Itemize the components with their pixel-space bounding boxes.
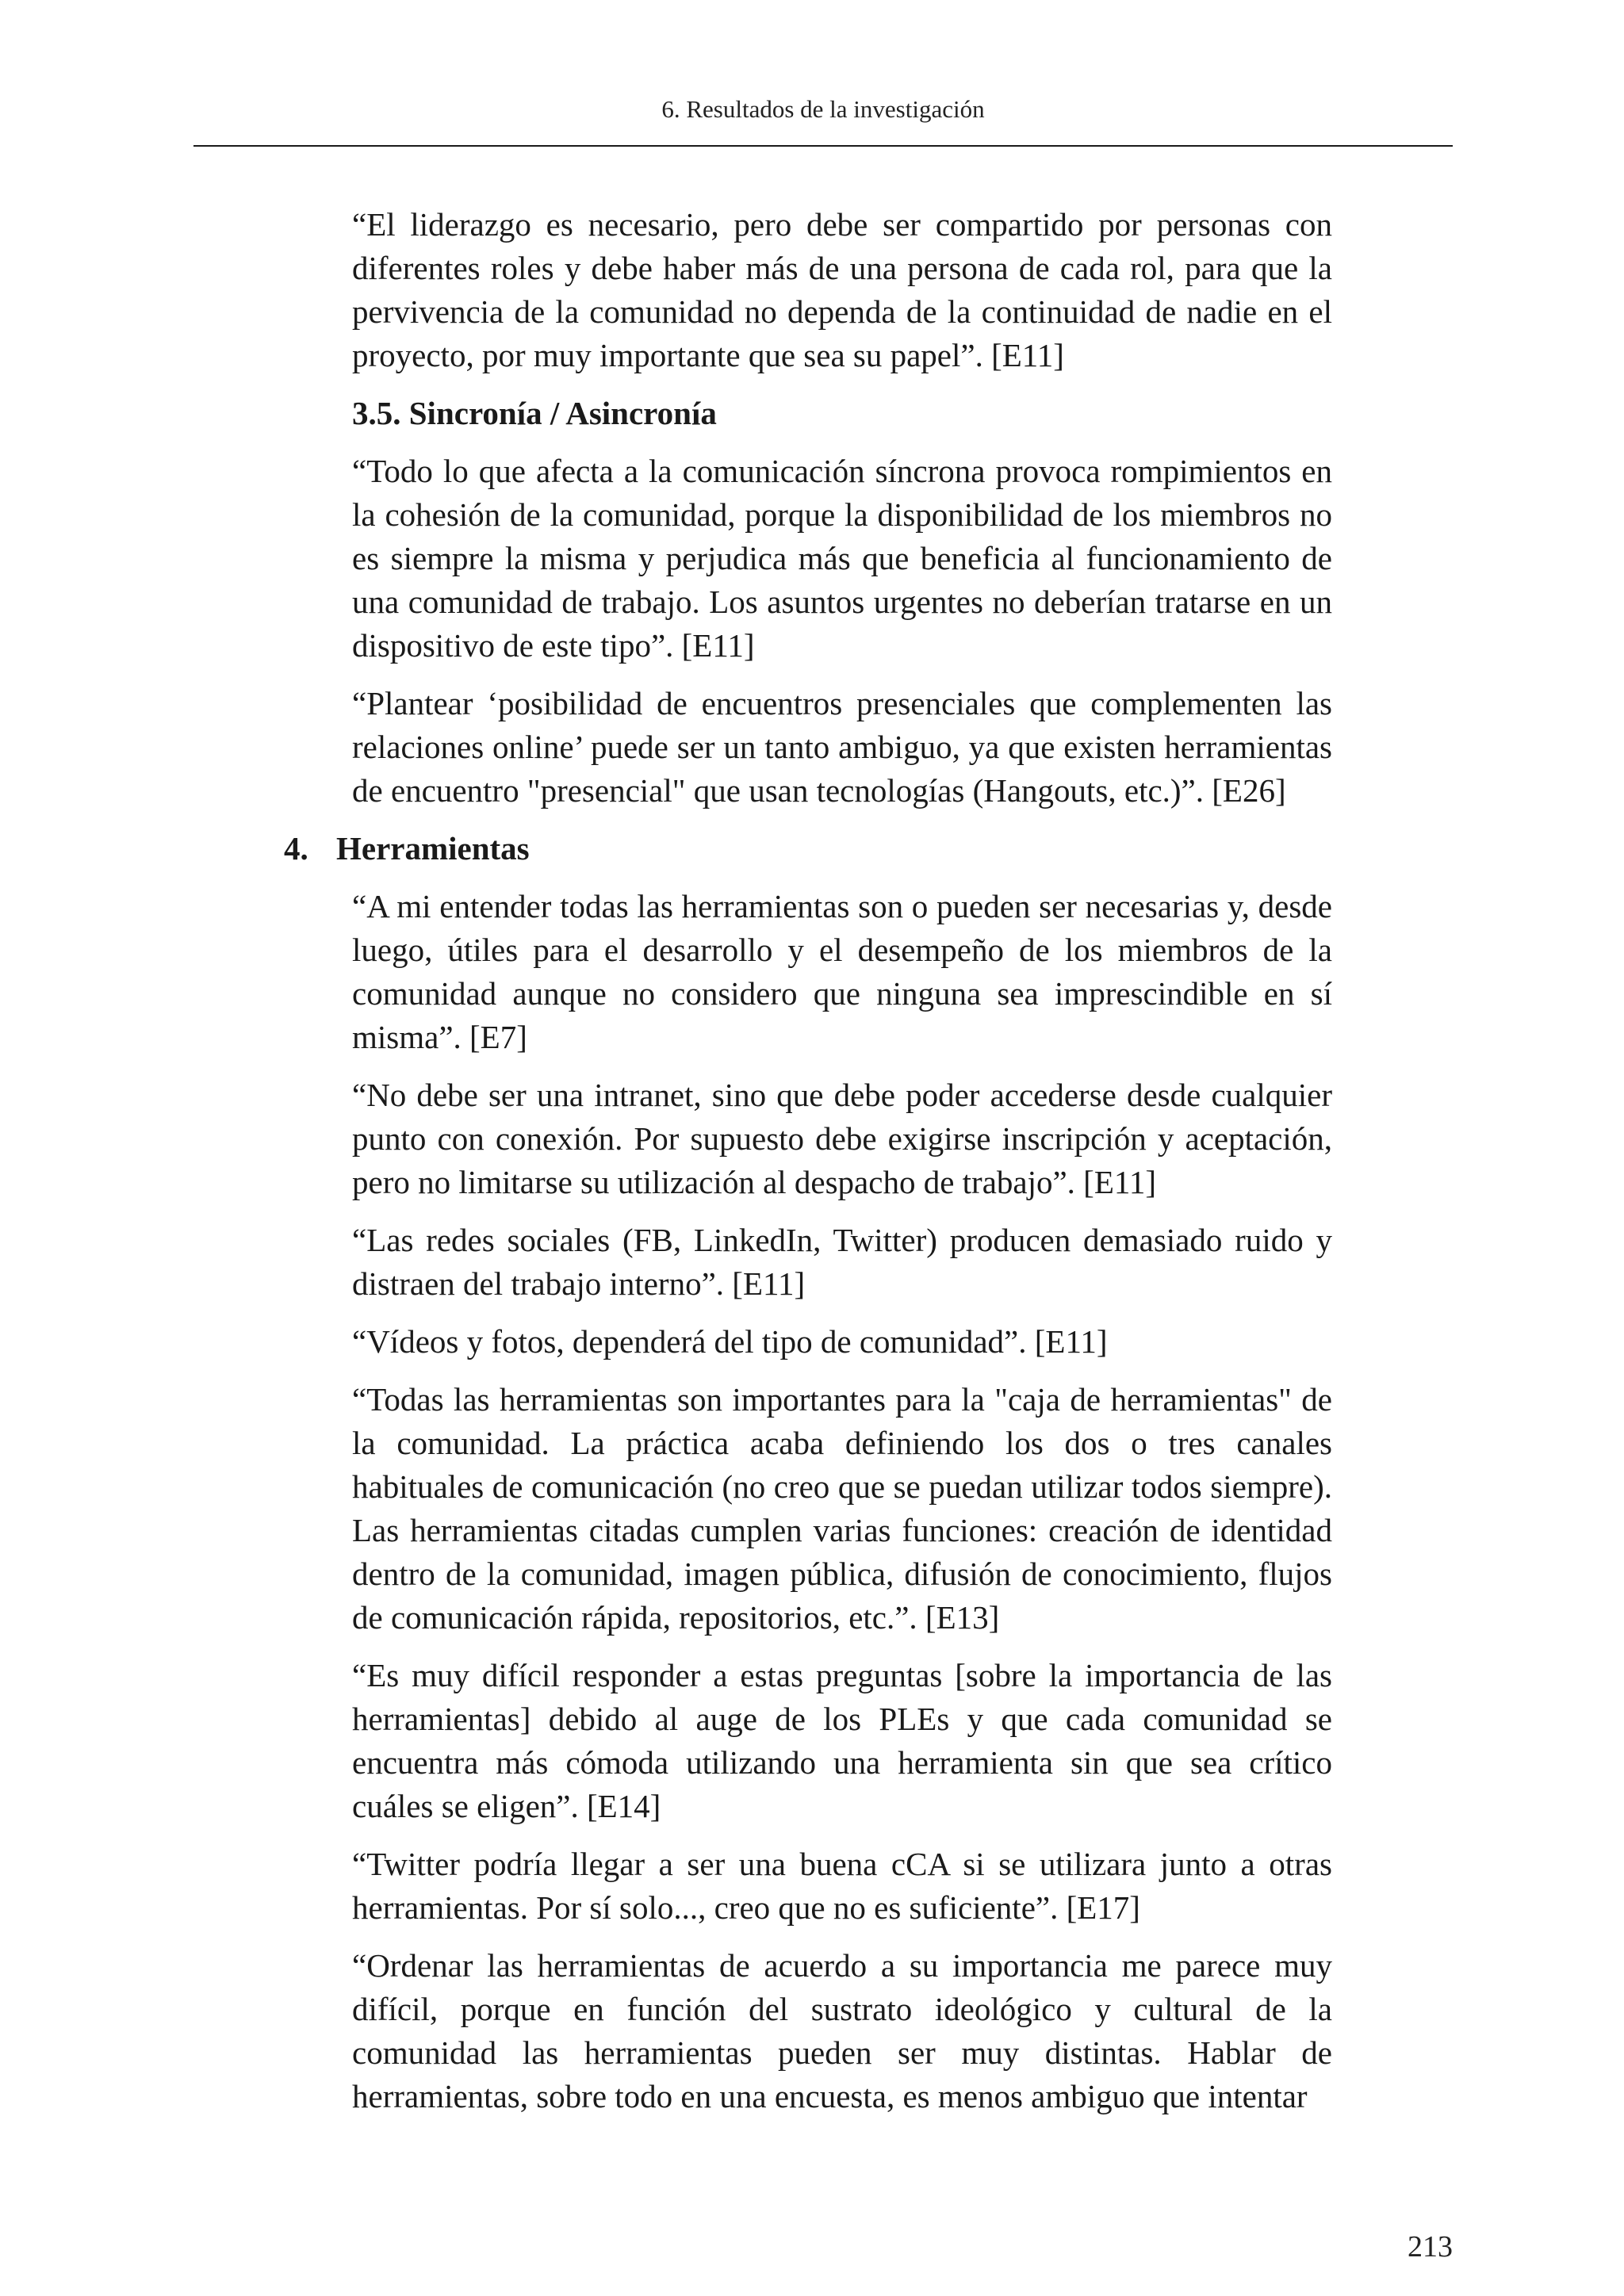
quote-paragraph: “Todo lo que afecta a la comunicación síncrona provoca rompimientos en la cohesión de la comunidad, porque la disponibilidad de los miembros no es siempre la misma y perjudica más que beneficia al funcionamiento de una comunidad de trabajo. Los asuntos urgentes no deberían tratarse en un dispositivo de este tipo”. [E11]	[352, 453, 1332, 664]
quote-paragraph: “Twitter podría llegar a ser una buena cCA si se utilizara junto a otras herramientas. Por sí solo..., creo que no es suficiente”. [E17]	[352, 1846, 1332, 1926]
section-title: Herramientas	[336, 830, 530, 867]
quote-paragraph: “Es muy difícil responder a estas preguntas [sobre la importancia de las herramientas] debido al auge de los PLEs y que cada comunidad se encuentra más cómoda utilizando una herramienta sin que sea crítico cuáles se eligen”. [E14]	[352, 1657, 1332, 1824]
running-header: 6. Resultados de la investigación	[661, 95, 985, 123]
header-rule	[193, 145, 1453, 147]
quote-paragraph: “Vídeos y fotos, dependerá del tipo de comunidad”. [E11]	[352, 1323, 1108, 1360]
quote-paragraph: “Ordenar las herramientas de acuerdo a su importancia me parece muy difícil, porque en función del sustrato ideológico y cultural de la comunidad las herramientas pueden ser muy distintas. Hablar de herramientas, sobre todo en una encuesta, es menos ambiguo que intentar	[352, 1947, 1332, 2114]
quote-paragraph: “A mi entender todas las herramientas son o pueden ser necesarias y, desde luego, útiles para el desarrollo y el desempeño de los miembros de la comunidad aunque no considero que ninguna sea imprescindible en sí misma”. [E7]	[352, 888, 1332, 1055]
quote-paragraph: “No debe ser una intranet, sino que debe poder accederse desde cualquier punto con conexión. Por supuesto debe exigirse inscripción y aceptación, pero no limitarse su utilización al despacho de trabajo”. [E11]	[352, 1077, 1332, 1200]
page-body	[284, 203, 1332, 2133]
quote-paragraph: “El liderazgo es necesario, pero debe ser compartido por personas con diferentes roles y debe haber más de una persona de cada rol, para que la pervivencia de la comunidad no dependa de la continuidad de nadie en el proyecto, por muy importante que sea su papel”. [E11]	[352, 206, 1332, 373]
page-number: 213	[1408, 2230, 1453, 2263]
section-number: 4.	[284, 830, 308, 867]
quote-paragraph: “Plantear ‘posibilidad de encuentros presenciales que complementen las relaciones online’ puede ser un tanto ambiguo, ya que existen herramientas de encuentro "presencial" que usan tecnologías (Hangouts, etc.)”. [E26]	[352, 685, 1332, 809]
section-heading	[284, 827, 1332, 871]
quote-paragraph: “Las redes sociales (FB, LinkedIn, Twitter) producen demasiado ruido y distraen del trabajo interno”. [E11]	[352, 1222, 1332, 1302]
quote-paragraph: “Todas las herramientas son importantes para la "caja de herramientas" de la comunidad. La práctica acaba definiendo los dos o tres canales habituales de comunicación (no creo que se puedan utilizar todos siempre). Las herramientas citadas cumplen varias funciones: creación de identidad dentro de la comunidad, imagen pública, difusión de conocimiento, flujos de comunicación rápida, repositorios, etc.”. [E13]	[352, 1381, 1332, 1636]
subsection-heading: 3.5. Sincronía / Asincronía	[352, 395, 717, 431]
